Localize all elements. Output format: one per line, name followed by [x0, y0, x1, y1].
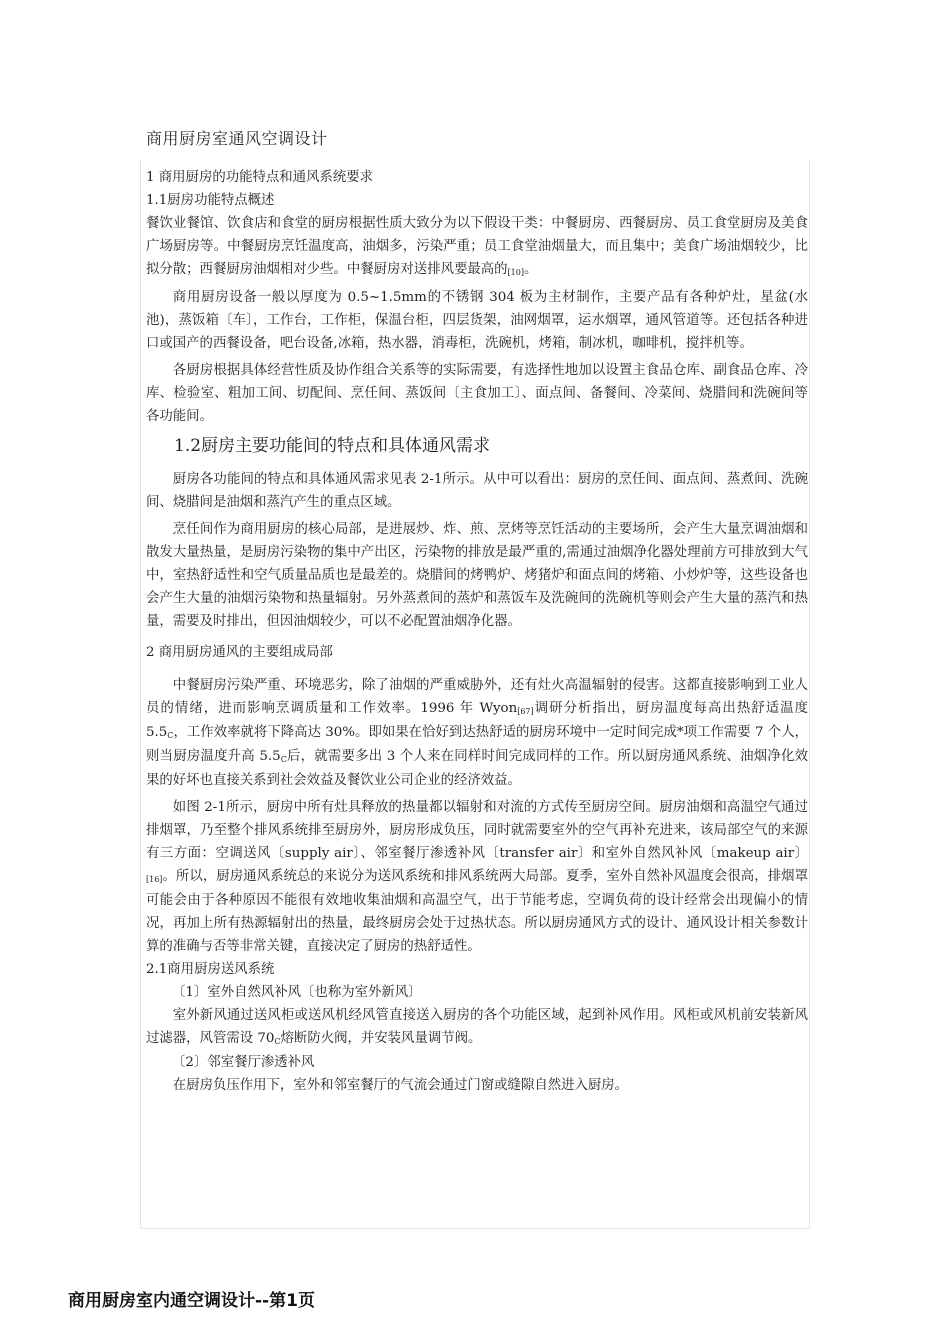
paragraph-text: 熔断防火阀，并安装风量调节阀。 — [280, 1031, 482, 1046]
citation-ref: [67] — [517, 707, 534, 716]
paragraph-heat-impact — [146, 674, 808, 792]
item-heading-outdoor-air: 〔1〕室外自然风补风〔也称为室外新风〕 — [172, 985, 422, 1000]
paragraph-infiltration: 在厨房负压作用下，室外和邻室餐厅的气流会通过门窗或缝隙自然进入厨房。 — [172, 1078, 629, 1093]
subsection-heading-2-1: 2.1商用厨房送风系统 — [146, 962, 275, 977]
paragraph-function-rooms: 各厨房根据具体经营性质及协作组合关系等的实际需要，有选择性地加以设置主食品仓库、副食品仓库、冷库、检验室、粗加工间、切配间、烹任间、蒸饭间〔主食加工〕、面点间、备餐间、冷菜间、烧腊间和洗碗间等各功能间。 — [146, 363, 808, 424]
paragraph-airflow — [146, 796, 808, 958]
paragraph-kitchen-types — [146, 212, 808, 282]
citation-ref: [16] — [146, 875, 163, 884]
section-heading-2: 2 商用厨房通风的主要组成局部 — [146, 645, 333, 660]
paragraph-equipment: 商用厨房设备一般以厚度为 0.5~1.5mm的不锈钢 304 板为主材制作，主要产品有各种炉灶，星盆(水池)，蒸饭箱〔车〕，工作台，工作柜，保温台柜，四层货架，油网烟罩，运水烟罩，通风管道等。还包括各种进口或国产的西餐设备，吧台设备,冰箱，热水器，消毒柜，洗碗机，烤箱，制冰机，咖啡机，搅拌机等。 — [146, 290, 808, 351]
temperature-unit: C — [280, 755, 287, 764]
temperature-unit: C — [167, 731, 174, 740]
paragraph-text: 调研分析指出，厨房温度每高出热舒适温度 5.5 — [146, 701, 809, 740]
paragraph-text: 中餐厨房污染严重、环境恶劣，除了油烟的严重威胁外，还有灶火高温辐射的侵害。这都直接影响到工业人员的情绪，进而影响烹调质量和工作效率。1996 年 Wyon — [146, 678, 808, 716]
document-title: 商用厨房室通风空调设计 — [146, 129, 328, 148]
paragraph-fresh-air — [146, 1004, 808, 1051]
subsection-heading-1-1: 1.1厨房功能特点概述 — [146, 193, 275, 208]
item-heading-transfer-air: 〔2〕邻室餐厅渗透补风 — [172, 1055, 315, 1070]
page-footer: 商用厨房室内通空调设计--第1页 — [68, 1291, 315, 1311]
paragraph-text: 室外新风通过送风柜或送风机经风管直接送入厨房的各个功能区域，起到补风作用。风柜或风机前安装新风过滤器，风管需设 70 — [146, 1008, 808, 1046]
subsection-heading-1-2: 1.2厨房主要功能间的特点和具体通风需求 — [174, 436, 491, 456]
paragraph-cooking-room: 烹任间作为商用厨房的核心局部，是进展炒、炸、煎、烹烤等烹饪活动的主要场所，会产生大量烹调油烟和散发大量热量，是厨房污染物的集中产出区，污染物的排放是最严重的,需通过油烟净化器处理前方可排放到大气中，室热舒适性和空气质量品质也是最差的。烧腊间的烤鸭炉、烤猪炉和面点间的烤箱、小炒炉等，这些设备也会产生大量的油烟污染物和热量辐射。另外蒸煮间的蒸炉和蒸饭车及洗碗间的洗碗机等则会产生大量的蒸汽和热量，需要及时排出，但因油烟较少，可以不必配置油烟净化器。 — [146, 522, 808, 629]
paragraph-text: ，工作效率就将下降高达 30%。即如果在恰好到达热舒适的厨房环境中一定时间完成*项工作需要 7 个人，则当厨房温度升高 5.5 — [146, 725, 808, 764]
paragraph-text: 。 — [523, 262, 538, 277]
paragraph-text: 后，就需要多出 3 个人来在同样时间完成同样的工作。所以厨房通风系统、油烟净化效果的好坏也直接关系到社会效益及餐饮业公司企业的经济效益。 — [146, 749, 808, 788]
document-body — [146, 166, 808, 1097]
section-heading-1: 1 商用厨房的功能特点和通风系统要求 — [146, 170, 374, 185]
paragraph-text: 如图 2-1所示，厨房中所有灶具释放的热量都以辐射和对流的方式传至厨房空间。厨房油烟和高温空气通过排烟罩，乃至整个排风系统排至厨房外，厨房形成负压，同时就需要室外的空气再补充进来，该局部空气的来源有三方面：空调送风〔supply air〕、邻室餐厅渗透补风〔transfer air〕和室外自然风补风〔makeup air〕 — [146, 800, 808, 861]
paragraph-text: 餐饮业餐馆、饮食店和食堂的厨房根据性质大致分为以下假设干类：中餐厨房、西餐厨房、员工食堂厨房及美食广场厨房等。中餐厨房烹饪温度高，油烟多，污染严重；员工食堂油烟量大，而且集中；美食广场油烟较少，比拟分散；西餐厨房油烟相对少些。中餐厨房对送排风要最高的 — [146, 216, 808, 277]
paragraph-ventilation-needs: 厨房各功能间的特点和具体通风需求见表 2-1所示。从中可以看出：厨房的烹任间、面点间、蒸煮间、洗碗间、烧腊间是油烟和蒸汽产生的重点区域。 — [146, 472, 808, 510]
temperature-unit: C — [274, 1037, 281, 1046]
citation-ref: [10] — [507, 268, 524, 277]
paragraph-text: 。所以，厨房通风系统总的来说分为送风系统和排风系统两大局部。夏季，室外自然补风温度会很高，排烟罩可能会由于各种原因不能很有效地收集油烟和高温空气，出于节能考虑，空调负荷的设计经常会出现偏小的情况，再加上所有热源辐射出的热量，最终厨房会处于过热状态。所以厨房通风方式的设计、通风设计相关参数计算的准确与否等非常关键，直接决定了厨房的热舒适性。 — [146, 869, 808, 954]
